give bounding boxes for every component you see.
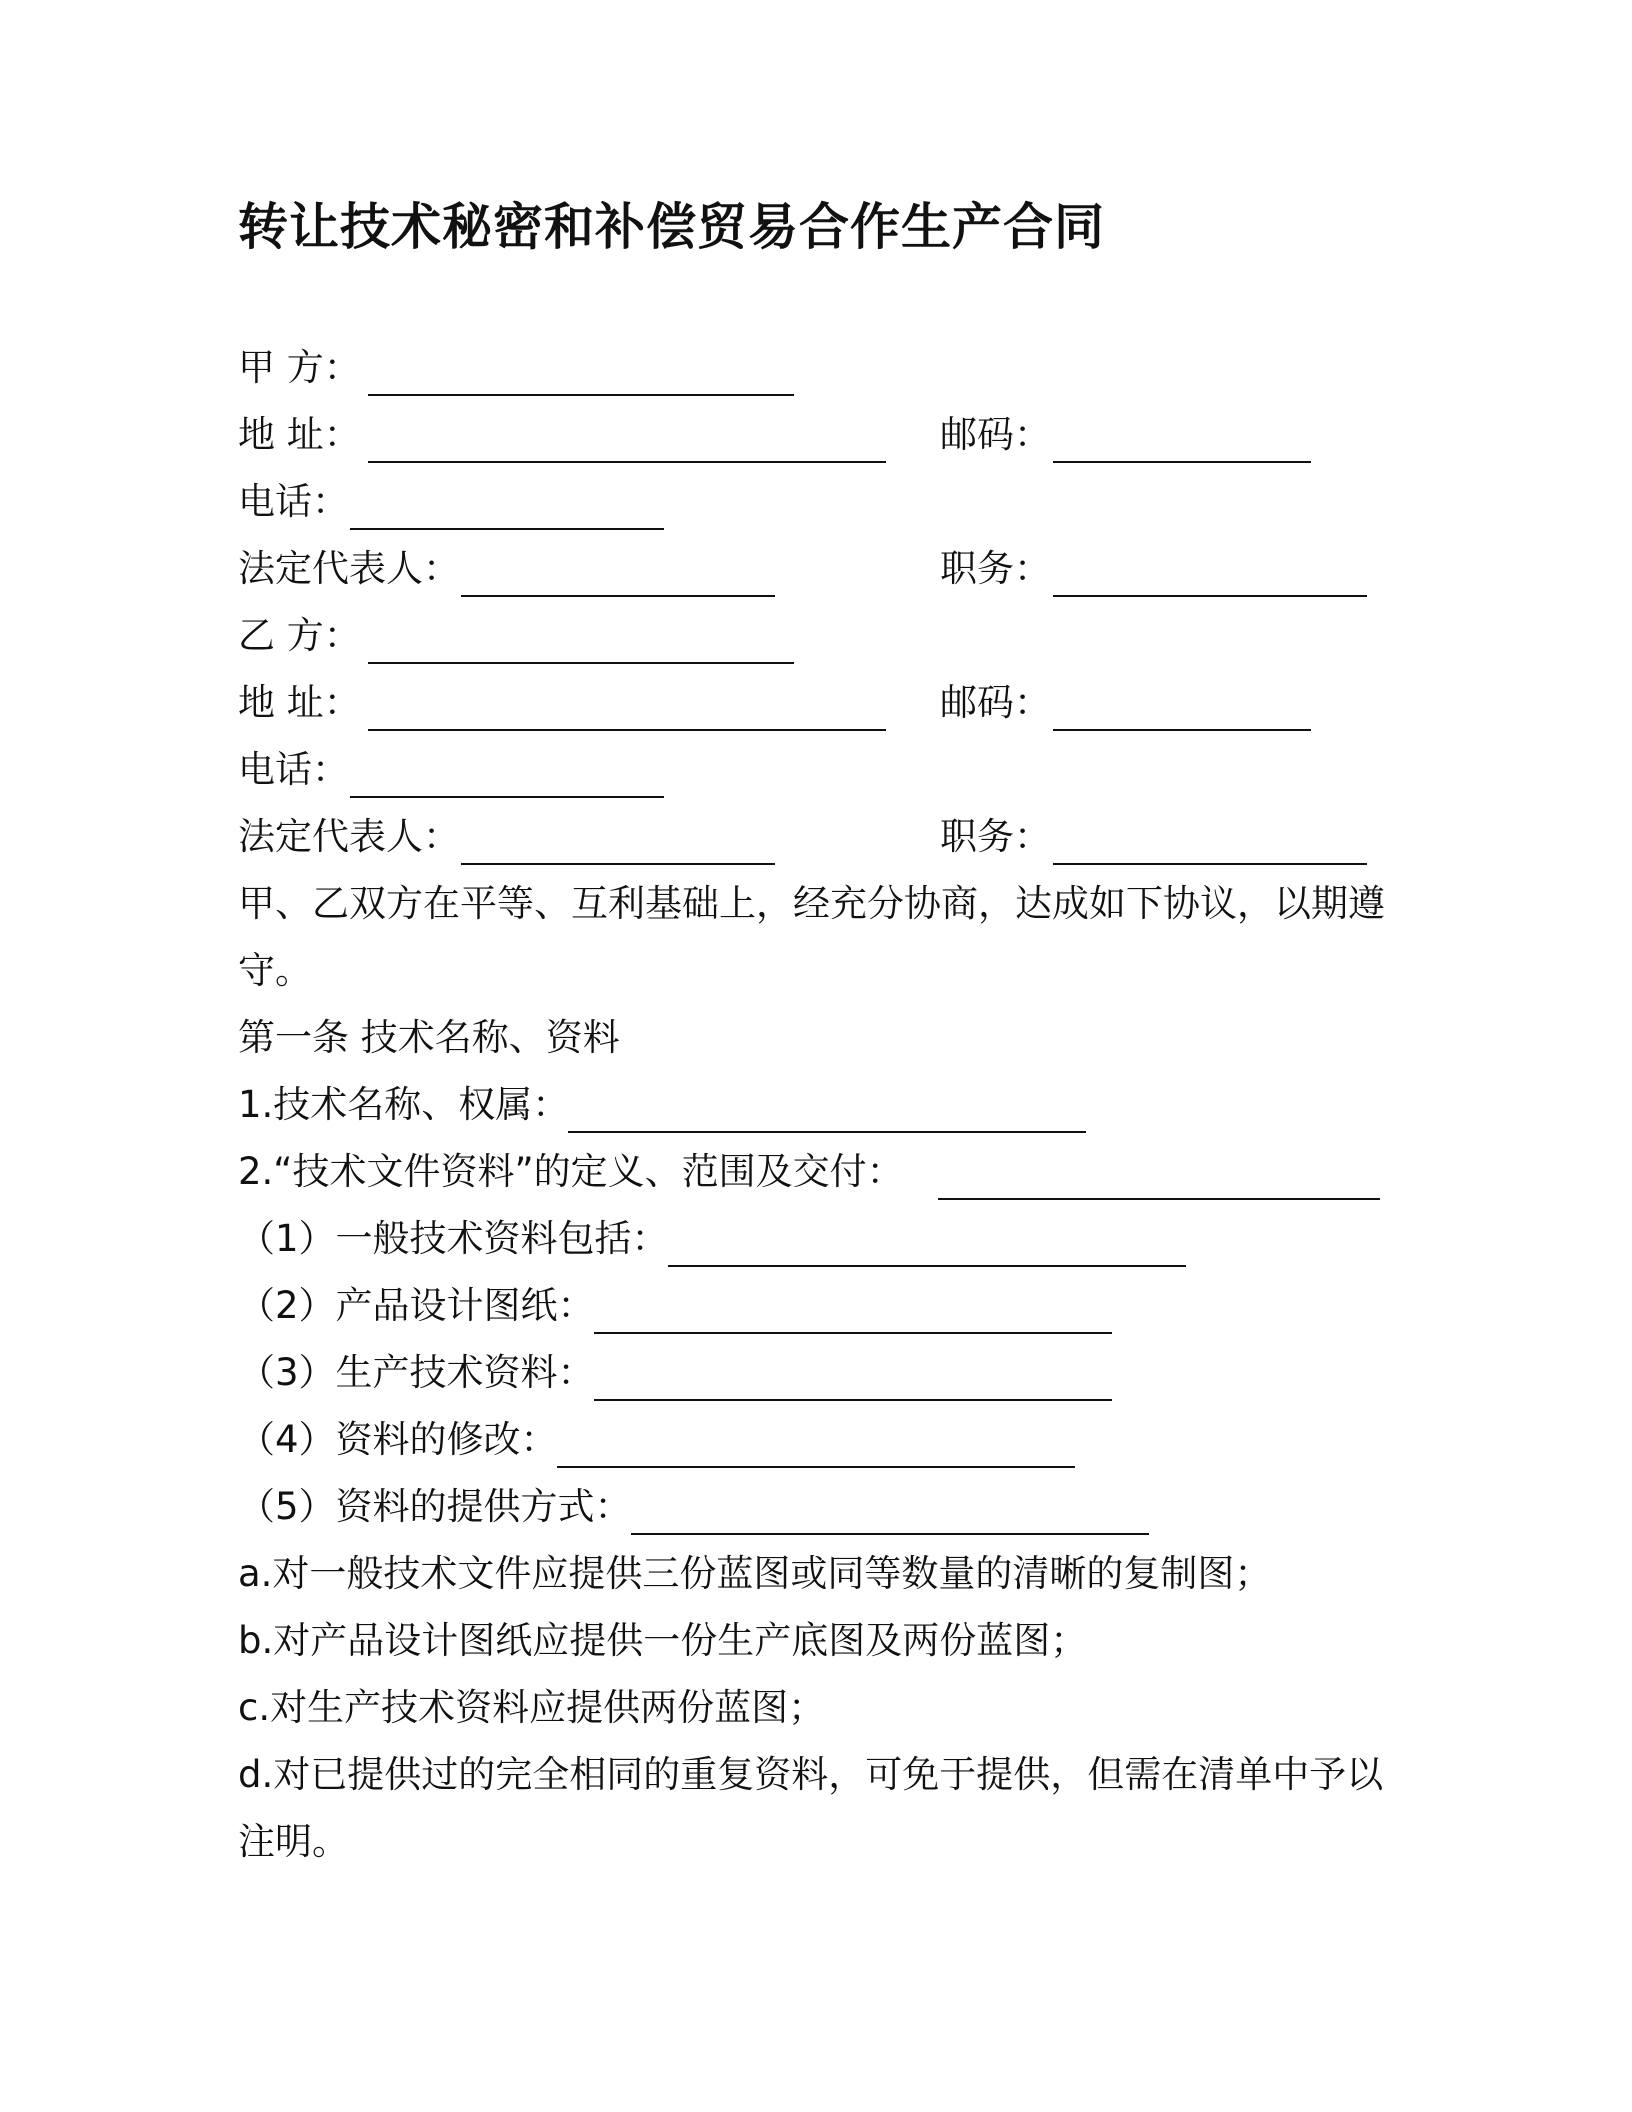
data-delivery-method-blank[interactable]: [631, 1533, 1149, 1535]
party-a-blank[interactable]: [368, 394, 794, 396]
party-b-address-blank[interactable]: [368, 729, 886, 731]
article-1-clause-c: c.对生产技术资料应提供两份蓝图；: [238, 1686, 826, 1729]
party-a-label: 甲 方：: [238, 346, 361, 389]
article-1-clause-a: a.对一般技术文件应提供三份蓝图或同等数量的清晰的复制图；: [238, 1552, 1272, 1595]
party-a-phone-label: 电话：: [238, 480, 349, 523]
party-b-phone-blank[interactable]: [350, 796, 664, 798]
article-1-clause-d-line-1: d.对已提供过的完全相同的重复资料，可免于提供，但需在清单中予以: [238, 1753, 1384, 1796]
party-a-rep-label: 法定代表人：: [238, 547, 460, 590]
article-1-sub-2: （2）产品设计图纸：: [238, 1284, 595, 1327]
production-technical-data-blank[interactable]: [594, 1399, 1112, 1401]
article-1-item-2: 2.“技术文件资料”的定义、范围及交付：: [238, 1150, 904, 1193]
intro-line-1: 甲、乙双方在平等、互利基础上，经充分协商，达成如下协议，以期遵: [238, 882, 1385, 925]
technology-name-blank[interactable]: [568, 1131, 1086, 1133]
party-b-address-label: 地 址：: [238, 681, 361, 724]
party-b-label: 乙 方：: [238, 614, 361, 657]
article-1-item-1: 1.技术名称、权属：: [238, 1083, 570, 1126]
article-1-heading: 第一条 技术名称、资料: [238, 1016, 620, 1059]
article-1-clause-b: b.对产品设计图纸应提供一份生产底图及两份蓝图；: [238, 1619, 1088, 1662]
document-title: 转让技术秘密和补偿贸易合作生产合同: [238, 198, 1105, 256]
article-1-sub-3: （3）生产技术资料：: [238, 1351, 595, 1394]
party-a-phone-blank[interactable]: [350, 528, 664, 530]
party-a-rep-blank[interactable]: [461, 595, 775, 597]
party-a-address-blank[interactable]: [368, 461, 886, 463]
general-technical-data-blank[interactable]: [668, 1265, 1186, 1267]
party-b-rep-blank[interactable]: [461, 863, 775, 865]
party-b-postcode-label: 邮码：: [940, 681, 1051, 724]
product-design-drawings-blank[interactable]: [594, 1332, 1112, 1334]
article-1-sub-1: （1）一般技术资料包括：: [238, 1217, 669, 1260]
party-a-position-label: 职务：: [940, 547, 1051, 590]
party-b-blank[interactable]: [368, 662, 794, 664]
article-1-sub-5: （5）资料的提供方式：: [238, 1485, 632, 1528]
party-b-position-label: 职务：: [940, 815, 1051, 858]
intro-line-2: 守。: [238, 949, 312, 992]
party-b-postcode-blank[interactable]: [1053, 729, 1311, 731]
article-1-sub-4: （4）资料的修改：: [238, 1418, 558, 1461]
party-a-position-blank[interactable]: [1053, 595, 1367, 597]
article-1-clause-d-line-2: 注明。: [238, 1820, 349, 1863]
party-a-postcode-blank[interactable]: [1053, 461, 1311, 463]
party-a-address-label: 地 址：: [238, 413, 361, 456]
party-b-phone-label: 电话：: [238, 748, 349, 791]
technical-documents-blank[interactable]: [938, 1198, 1380, 1200]
data-modification-blank[interactable]: [557, 1466, 1075, 1468]
party-b-position-blank[interactable]: [1053, 863, 1367, 865]
party-a-postcode-label: 邮码：: [940, 413, 1051, 456]
party-b-rep-label: 法定代表人：: [238, 815, 460, 858]
